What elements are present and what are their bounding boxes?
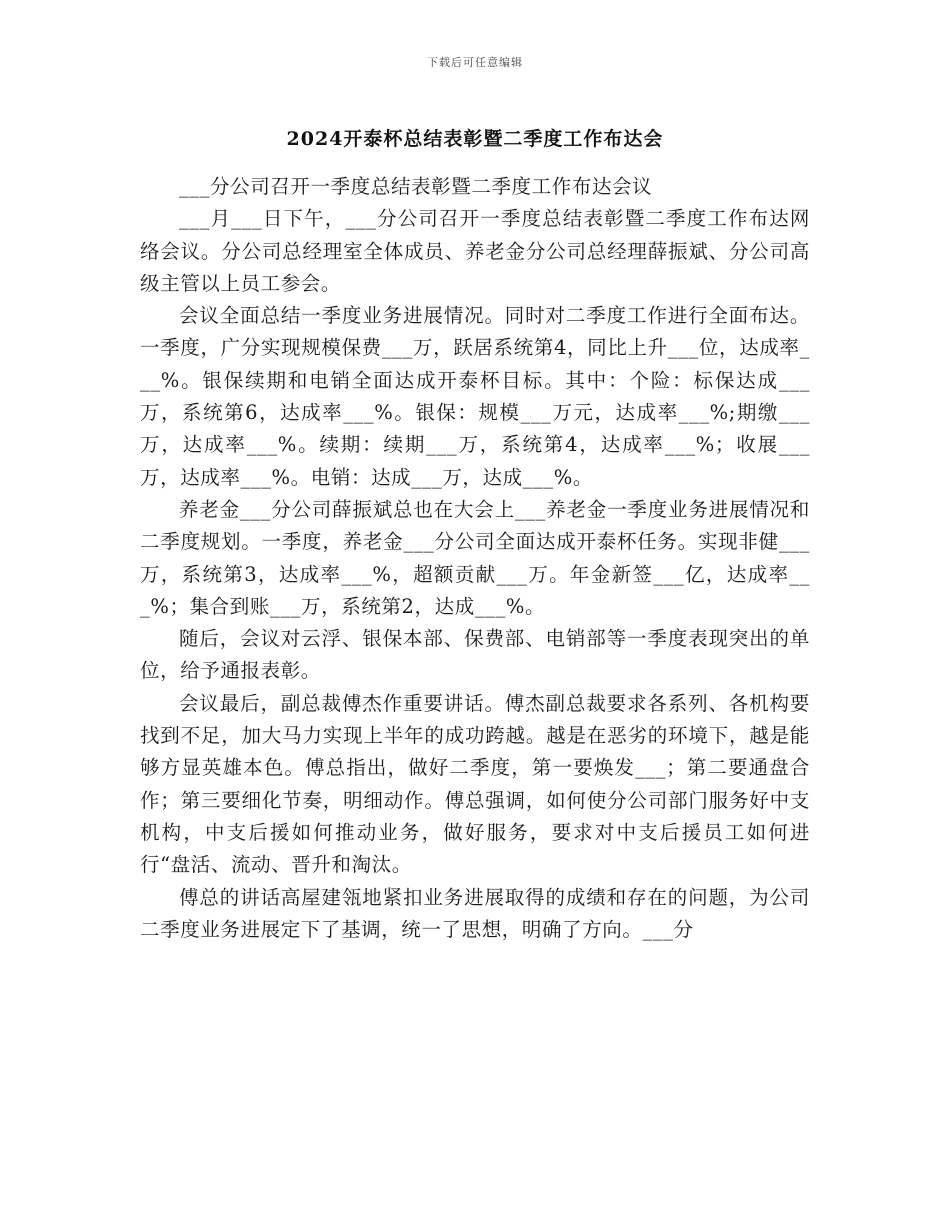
paragraph-speech-conclusion: 傅总的讲话高屋建瓴地紧扣业务进展取得的成绩和存在的问题，为公司二季度业务进展定下了基调，统一了思想，明确了方向。___分 [140, 885, 810, 941]
document-title: 2024开泰杯总结表彰暨二季度工作布达会 [286, 128, 664, 150]
paragraph-vp-speech: 会议最后，副总裁傅杰作重要讲话。傅杰副总裁要求各系列、各机构要找到不足，加大马力实现上半年的成功跨越。越是在恶劣的环境下，越是能够方显英雄本色。傅总指出，做好二季度，第一要焕发___；第二要通盘合作；第三要细化节奏，明细动作。傅总强调，如何使分公司部门服务好中支机构，中支后援如何推动业务，做好服务，要求对中支后援员工如何进行“盘活、流动、晋升和淘汰。 [140, 691, 810, 877]
paragraph-meeting-intro: ___月___日下午，___分公司召开一季度总结表彰暨二季度工作布达网络会议。分公司总经理室全体成员、养老金分公司总经理薛振斌、分公司高级主管以上员工参会。 [140, 207, 810, 295]
paragraph-q1-summary: 会议全面总结一季度业务进展情况。同时对二季度工作进行全面布达。一季度，广分实现规模保费___万，跃居系统第4，同比上升___位，达成率___%。银保续期和电销全面达成开泰杯目标。其中：个险：标保达成___万，系统第6，达成率___%。银保：规模___万元，达成率___%;期缴___万，达成率___%。续期：续期___万，系统第4，达成率___%；收展___万，达成率___%。电销：达成___万，达成___%。 [140, 304, 810, 489]
paragraph-meeting-subtitle: ___分公司召开一季度总结表彰暨二季度工作布达会议 [179, 175, 653, 198]
paragraph-commendation: 随后，会议对云浮、银保本部、保费部、电销部等一季度表现突出的单位，给予通报表彰。 [140, 627, 810, 683]
page-header-note: 下载后可任意编辑 [427, 56, 523, 69]
paragraph-pension-report: 养老金___分公司薛振斌总也在大会上___养老金一季度业务进展情况和二季度规划。一季度，养老金___分公司全面达成开泰杯任务。实现非健___万，系统第3，达成率___%，超额贡献___万。年金新签___亿，达成率___%；集合到账___万，系统第2，达成___%。 [140, 497, 810, 618]
document-body [140, 171, 810, 946]
